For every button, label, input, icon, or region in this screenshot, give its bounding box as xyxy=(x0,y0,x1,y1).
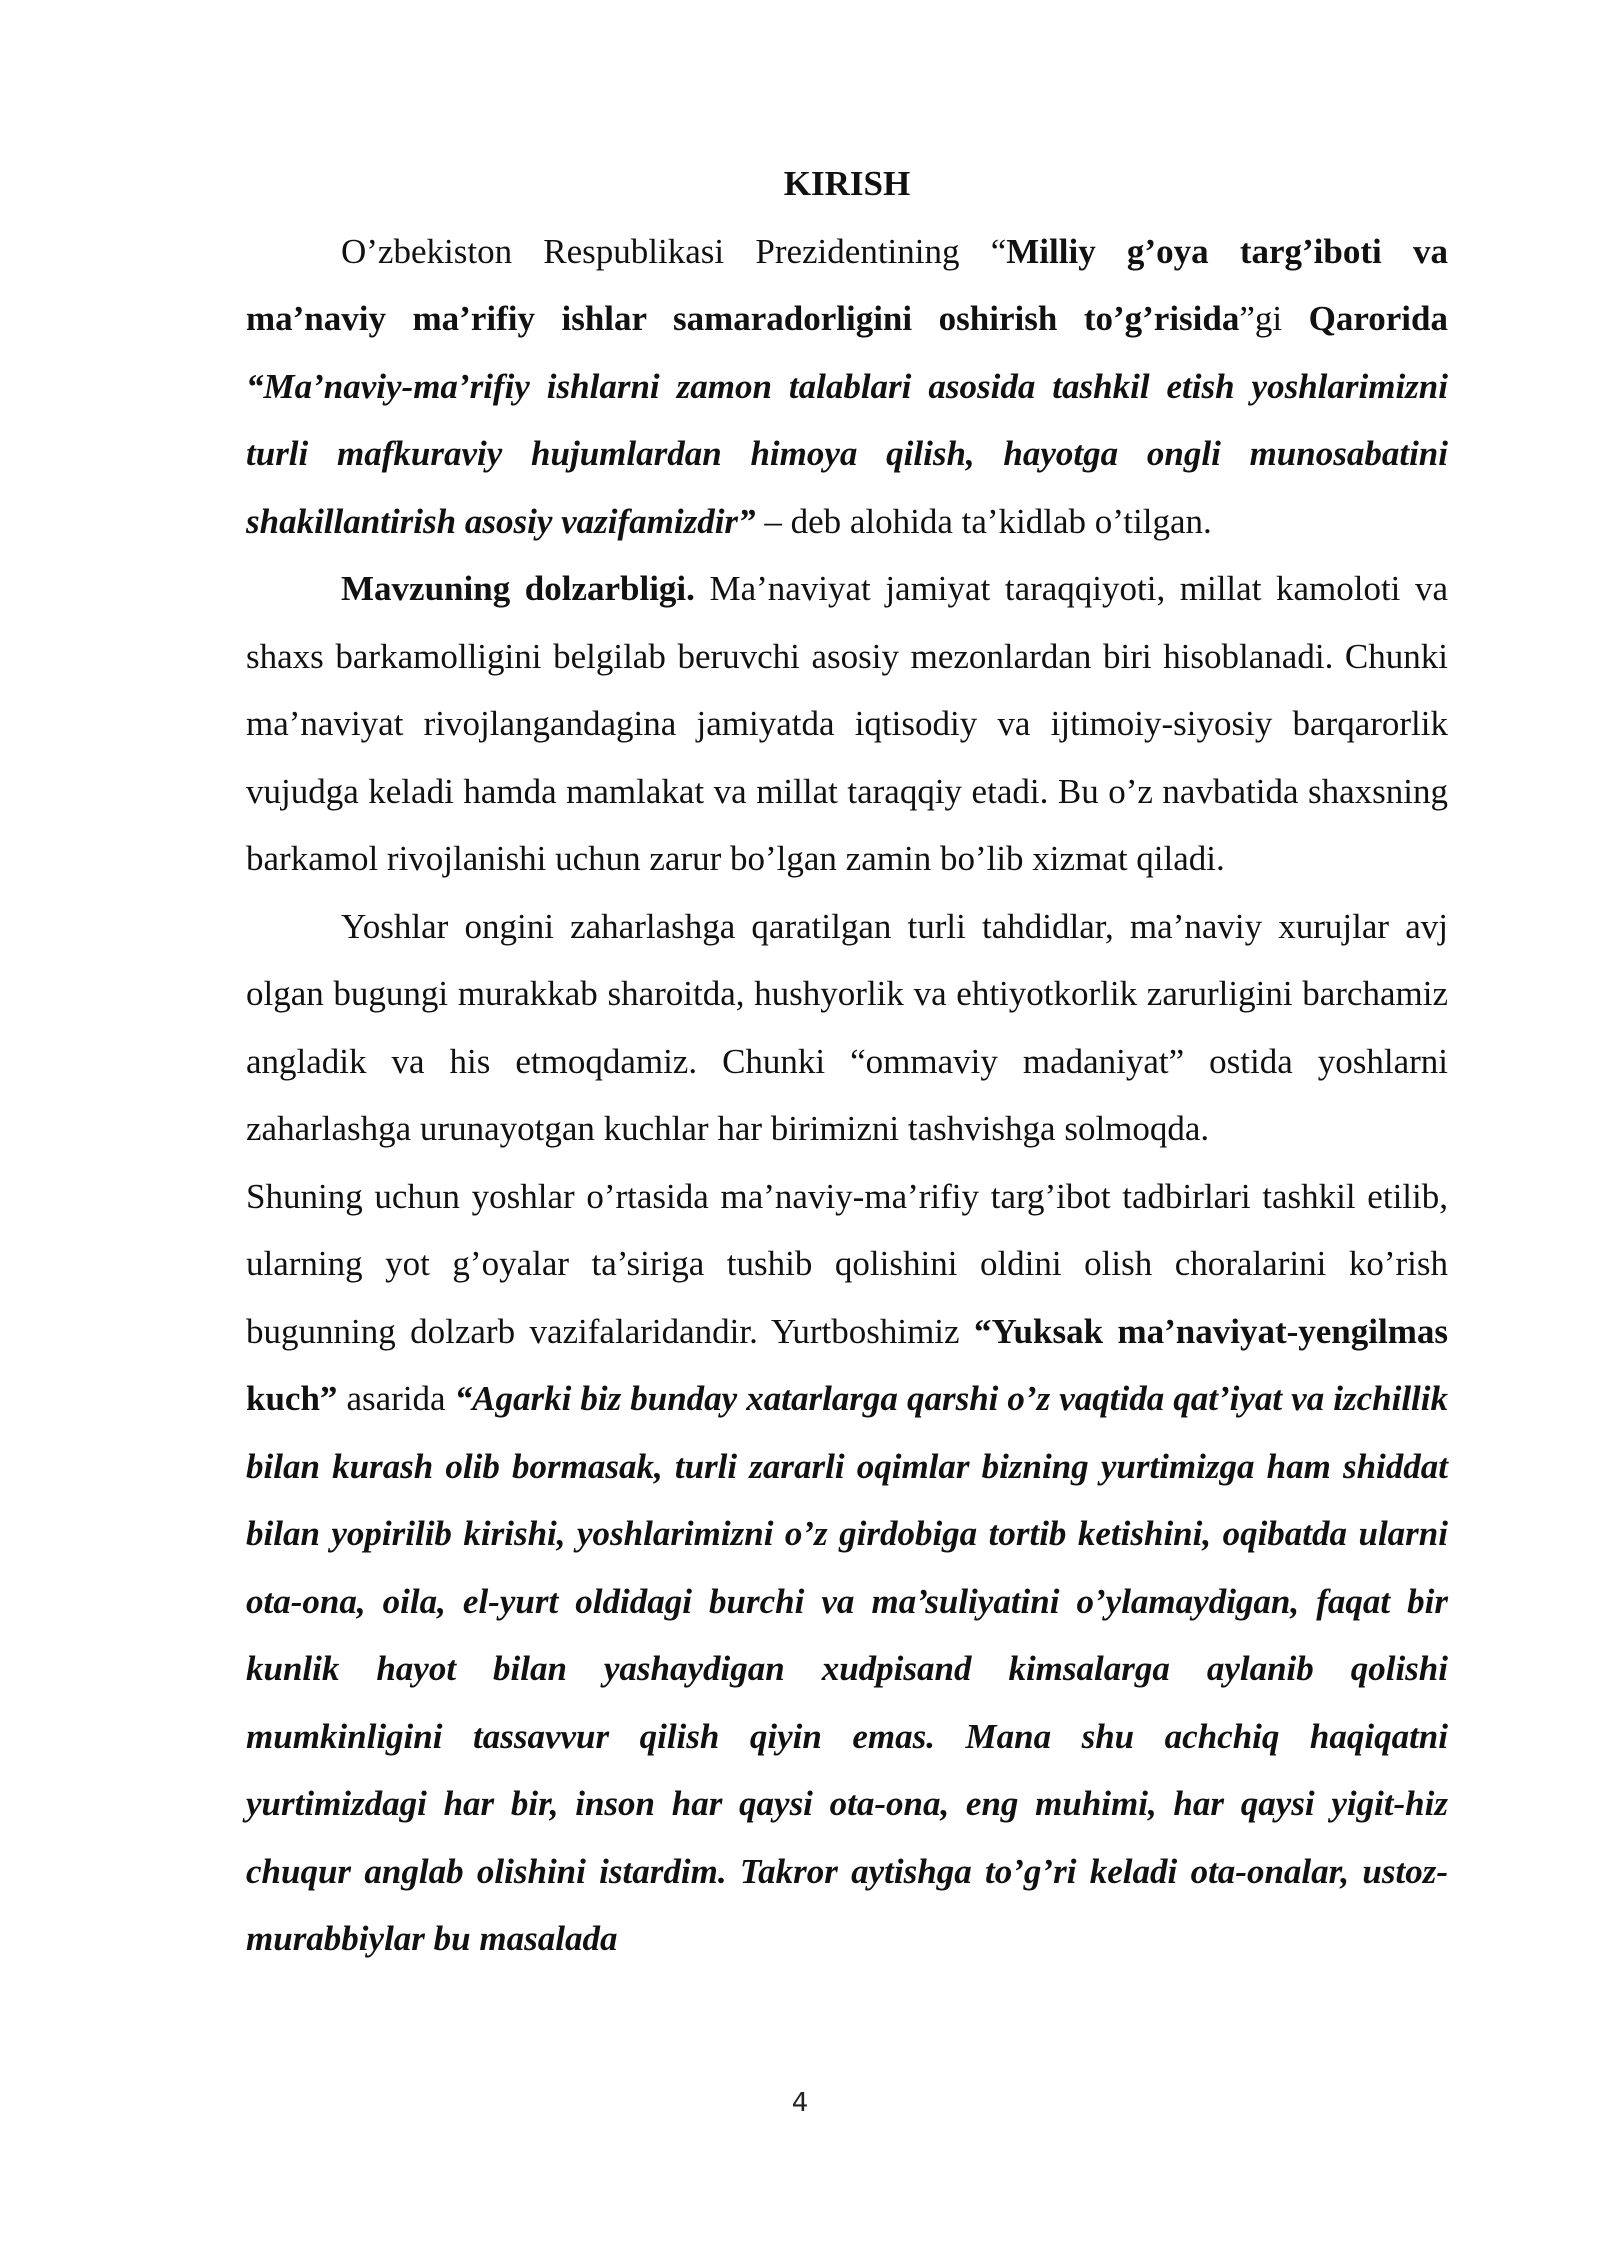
text-run: Shuning uchun yoshlar o’rtasida ma’naviy-ma’rifiy targ’ibot tadbirlari tashkil etilib, ularning yot g’oyalar ta’siriga tushib qolishini oldini olish choralarini ko’rish bugunning dolzarb vazifalaridandir. Yurtboshimiz xyxy=(246,1176,1448,1351)
relevance-label: Mavzuning dolzarbligi. xyxy=(341,569,695,608)
decree-word: Qarorida xyxy=(1308,299,1448,338)
paragraph-relevance xyxy=(246,555,1448,893)
text-run: O’zbekiston Respublikasi Prezidentining “ xyxy=(341,231,1007,271)
paragraph-intro xyxy=(246,218,1448,556)
text-run: Yoshlar ongini zaharlashga qaratilgan turli tahdidlar, ma’naviy xurujlar avj olgan bugungi murakkab sharoitda, hushyorlik va ehtiyotkorlik zarurligini barchamiz angladik va his etmoqdamiz. Chunki “ommaviy madaniyat” ostida yoshlarni zaharlashga urunayotgan kuchlar har birimizni tashvishga solmoqda. xyxy=(246,906,1448,1148)
decree-quote: “Ma’naviy-ma’rifiy ishlarni zamon talablari asosida tashkil etish yoshlarimizni turli mafkuraviy hujumlardan himoya qilish, hayotga ongli munosabatini shakillantirish asosiy vazifamizdir” xyxy=(246,366,1448,541)
page-number: 4 xyxy=(791,2088,809,2118)
paragraph-measures xyxy=(246,1163,1448,1973)
book-title: “Yuksak ma’naviyat-yengilmas kuch” xyxy=(246,1311,1448,1418)
text-run: Ma’naviyat jamiyat taraqqiyoti, millat kamoloti va shaxs barkamolligini belgilab beruvchi asosiy mezonlardan biri hisoblanadi. Chunki ma’naviyat rivojlangandagina jamiyatda iqtisodiy va ijtimoiy-siyosiy barqarorlik vujudga keladi hamda mamlakat va millat taraqqiy etadi. Bu o’z navbatida shaxsning barkamol rivojlanishi uchun zarur bo’lgan zamin bo’lib xizmat qiladi. xyxy=(246,569,1448,878)
text-run: ”gi xyxy=(1239,299,1309,338)
paragraph-threats xyxy=(246,893,1448,1163)
text-run: asarida xyxy=(337,1379,455,1418)
text-run: – deb alohida ta’kidlab o’tilgan. xyxy=(755,501,1212,541)
section-heading: KIRISH xyxy=(783,164,911,203)
book-quote: “Agarki biz bunday xatarlarga qarshi o’z vaqtida qat’iyat va izchillik bilan kurash olib bormasak, turli zararli oqimlar bizning yurtimizga ham shiddat bilan yopirilib kirishi, yoshlarimizni o’z girdobiga tortib ketishini, oqibatda ularni ota-ona, oila, el-yurt oldidagi burchi va ma’suliyatini o’ylamaydigan, faqat bir kunlik hayot bilan yashaydigan xudpisand kimsalarga aylanib qolishi mumkinligini tassavvur qilish qiyin emas. Mana shu achchiq haqiqatni yurtimizdagi har bir, inson har qaysi ota-ona, eng muhimi, har qaysi yigit-hiz chuqur anglab olishini istardim. Takror aytishga to’g’ri keladi ota-onalar, ustoz-murabbiylar bu masalada xyxy=(246,1379,1448,1958)
page-content xyxy=(246,150,1448,1973)
decree-title: Milliy g’oya targ’iboti va ma’naviy ma’rifiy ishlar samaradorligini oshirish to’g’risida xyxy=(246,231,1448,338)
